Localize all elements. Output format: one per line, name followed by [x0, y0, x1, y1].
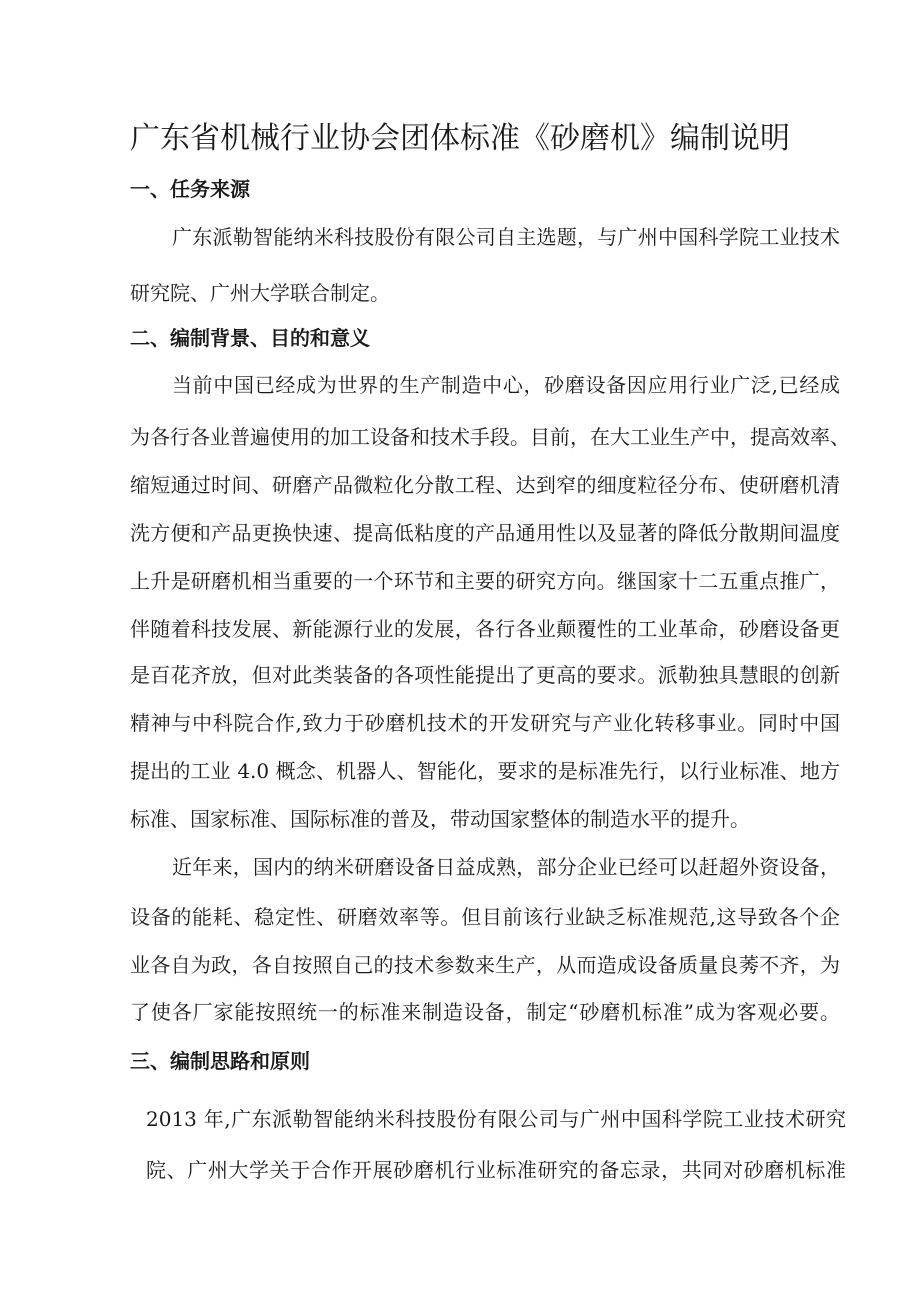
- section-2-para-1-line: 缩短通过时间、研磨产品微粒化分散工程、达到窄的细度粒径分布、使研磨机清: [130, 473, 840, 497]
- section-1-line: 广东派勒智能纳米科技股份有限公司自主选题，与广州中国科学院工业技术: [172, 225, 840, 249]
- section-2-para-1-line: 为各行各业普遍使用的加工设备和技术手段。目前，在大工业生产中，提高效率、: [130, 425, 850, 449]
- section-2-para-2-line: 了使各厂家能按照统一的标准来制造设备，制定“砂磨机标准”成为客观必要。: [130, 1000, 840, 1024]
- section-3-heading: 三、编制思路和原则: [130, 1049, 310, 1073]
- section-1-line: 研究院、广州大学联合制定。: [130, 281, 390, 305]
- section-1-heading: 一、任务来源: [130, 177, 250, 201]
- section-2-para-1-line: 上升是研磨机相当重要的一个环节和主要的研究方向。继国家十二五重点推广，: [130, 569, 840, 593]
- section-2-para-1-line: 洗方便和产品更换快速、提高低粘度的产品通用性以及显著的降低分散期间温度: [130, 521, 840, 545]
- section-2-para-1-line: 提出的工业 4.0 概念、机器人、智能化，要求的是标准先行，以行业标准、地方: [130, 759, 840, 783]
- section-2-para-1-line: 精神与中科院合作,致力于砂磨机技术的开发研究与产业化转移事业。同时中国: [130, 711, 840, 735]
- section-2-para-1-line: 是百花齐放，但对此类装备的各项性能提出了更高的要求。派勒独具慧眼的创新: [130, 663, 840, 687]
- section-2-para-2-line: 近年来，国内的纳米研磨设备日益成熟，部分企业已经可以赶超外资设备，: [172, 855, 840, 879]
- section-3-line: 院、广州大学关于合作开展砂磨机行业标准研究的备忘录，共同对砂磨机标准: [146, 1158, 846, 1182]
- document-title: 广东省机械行业协会团体标准《砂磨机》编制说明: [130, 121, 790, 156]
- section-2-para-1-line: 当前中国已经成为世界的生产制造中心，砂磨设备因应用行业广泛,已经成: [172, 373, 840, 397]
- section-3-line: 2013 年,广东派勒智能纳米科技股份有限公司与广州中国科学院工业技术研究: [146, 1107, 846, 1131]
- section-2-para-2-line: 设备的能耗、稳定性、研磨效率等。但目前该行业缺乏标准规范,这导致各个企: [130, 905, 840, 929]
- section-2-para-1-line: 标准、国家标准、国际标准的普及，带动国家整体的制造水平的提升。: [130, 807, 750, 831]
- section-2-para-2-line: 业各自为政，各自按照自己的技术参数来生产，从而造成设备质量良莠不齐，为: [130, 953, 840, 977]
- section-2-heading: 二、编制背景、目的和意义: [130, 326, 370, 350]
- section-2-para-1-line: 伴随着科技发展、新能源行业的发展，各行各业颠覆性的工业革命，砂磨设备更: [130, 617, 840, 641]
